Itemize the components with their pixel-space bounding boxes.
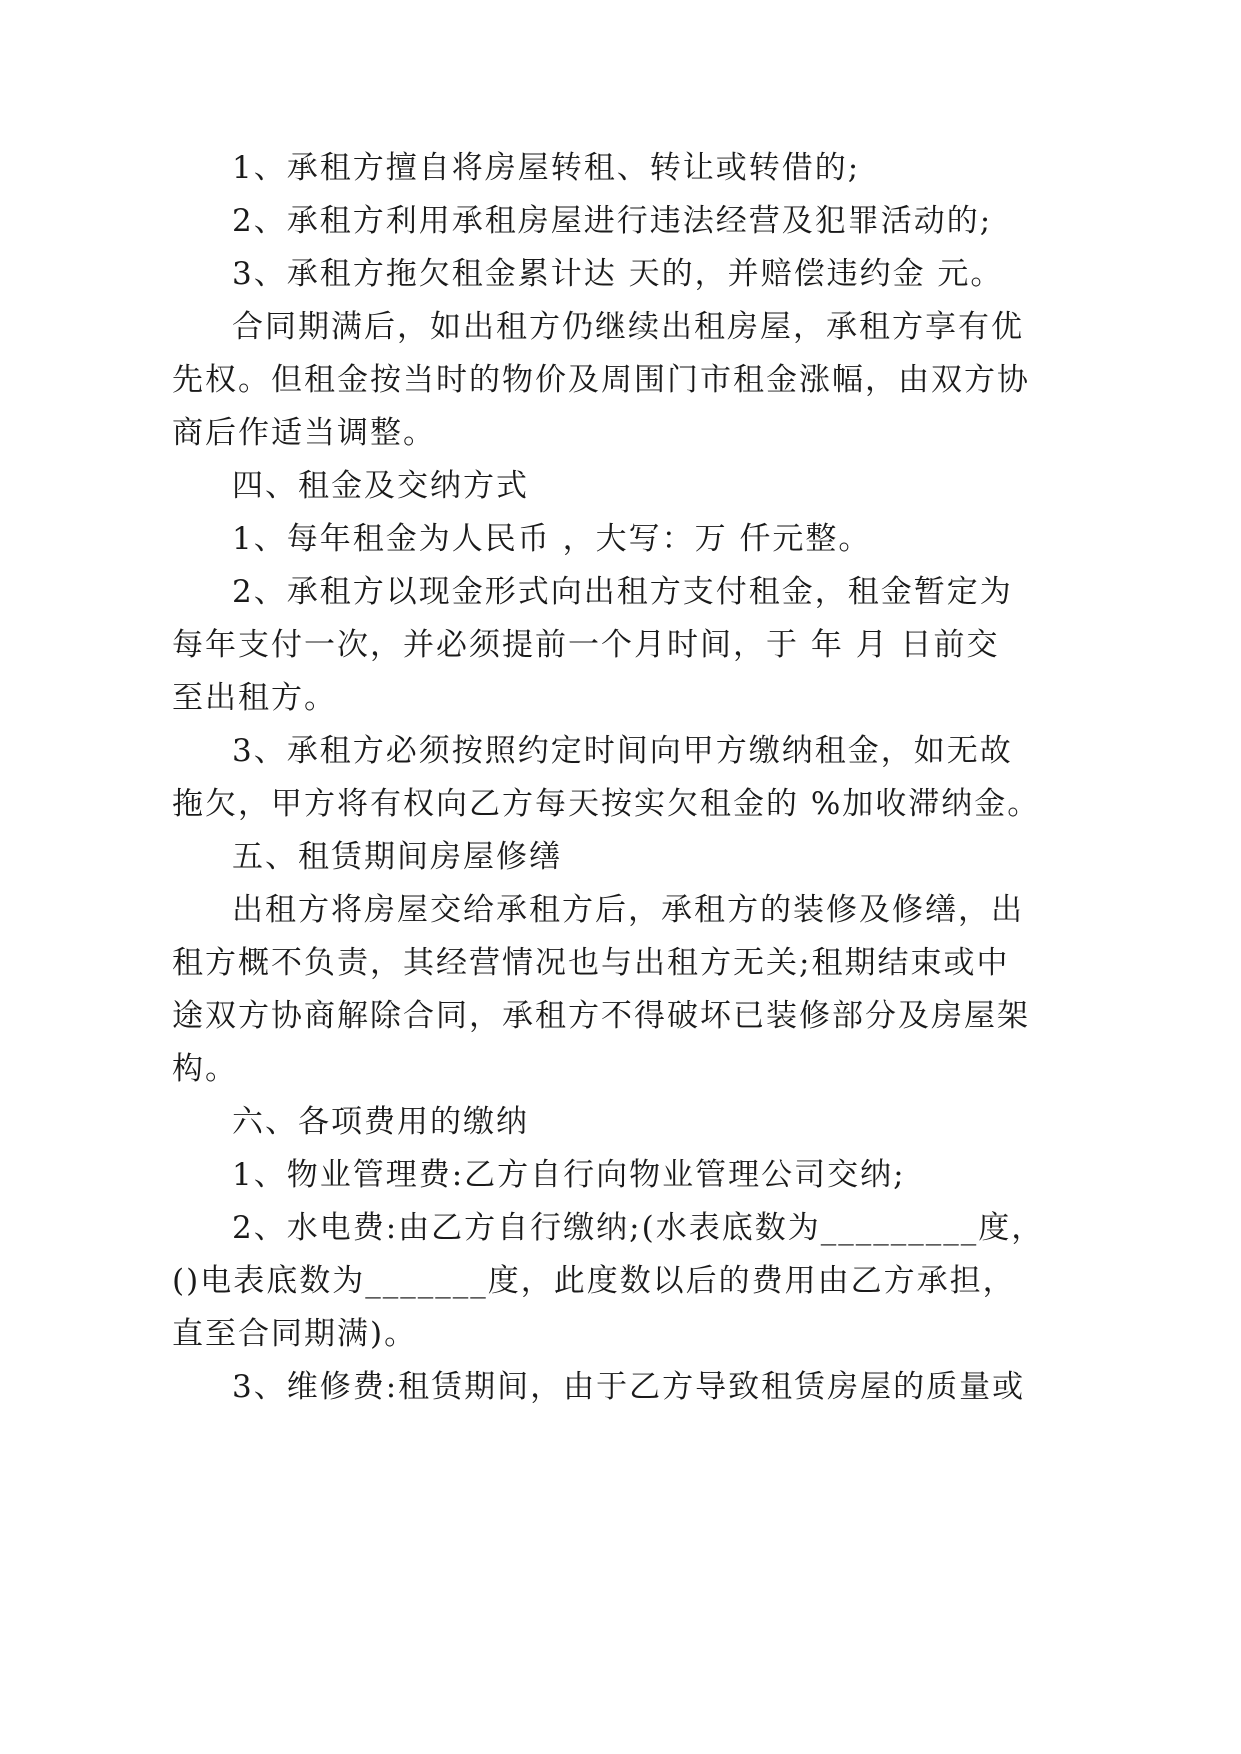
clause-line: ()电表底数为_______度，此度数以后的费用由乙方承担， [172,1263,1016,1299]
paragraph-line: 先权。但租金按当时的物价及周围门市租金涨幅，由双方协 [172,362,1030,398]
section-heading: 五、租赁期间房屋修缮 [232,839,562,875]
clause-line: 3、承租方必须按照约定时间向甲方缴纳租金，如无故 [232,733,1013,769]
clause-line: 2、承租方利用承租房屋进行违法经营及犯罪活动的; [232,203,993,239]
paragraph-line: 合同期满后，如出租方仍继续出租房屋，承租方享有优 [232,309,1024,345]
paragraph-line: 途双方协商解除合同，承租方不得破坏已装修部分及房屋架 [172,998,1030,1034]
clause-line: 3、承租方拖欠租金累计达 天的，并赔偿违约金 元。 [232,256,1004,292]
clause-line: 每年支付一次，并必须提前一个月时间，于 年 月 日前交 [172,627,1000,663]
section-heading: 四、租金及交纳方式 [232,468,529,504]
clause-line: 拖欠，甲方将有权向乙方每天按实欠租金的 %加收滞纳金。 [172,786,1041,822]
paragraph-line: 租方概不负责，其经营情况也与出租方无关;租期结束或中 [172,945,1010,981]
paragraph-line: 构。 [172,1051,238,1087]
paragraph-line: 出租方将房屋交给承租方后，承租方的装修及修缮，出 [232,892,1024,928]
clause-line: 至出租方。 [172,680,337,716]
paragraph-line: 商后作适当调整。 [172,415,436,451]
section-heading: 六、各项费用的缴纳 [232,1104,529,1140]
clause-line: 直至合同期满)。 [172,1316,418,1352]
clause-line: 1、承租方擅自将房屋转租、转让或转借的; [232,150,861,186]
clause-line: 3、维修费:租赁期间，由于乙方导致租赁房屋的质量或 [232,1369,1026,1405]
clause-line: 1、每年租金为人民币 ，大写：万 仟元整。 [232,521,872,557]
clause-line: 2、水电费:由乙方自行缴纳;(水表底数为_________度， [232,1210,1045,1246]
clause-line: 2、承租方以现金形式向出租方支付租金，租金暂定为 [232,574,1013,610]
clause-line: 1、物业管理费:乙方自行向物业管理公司交纳; [232,1157,906,1193]
